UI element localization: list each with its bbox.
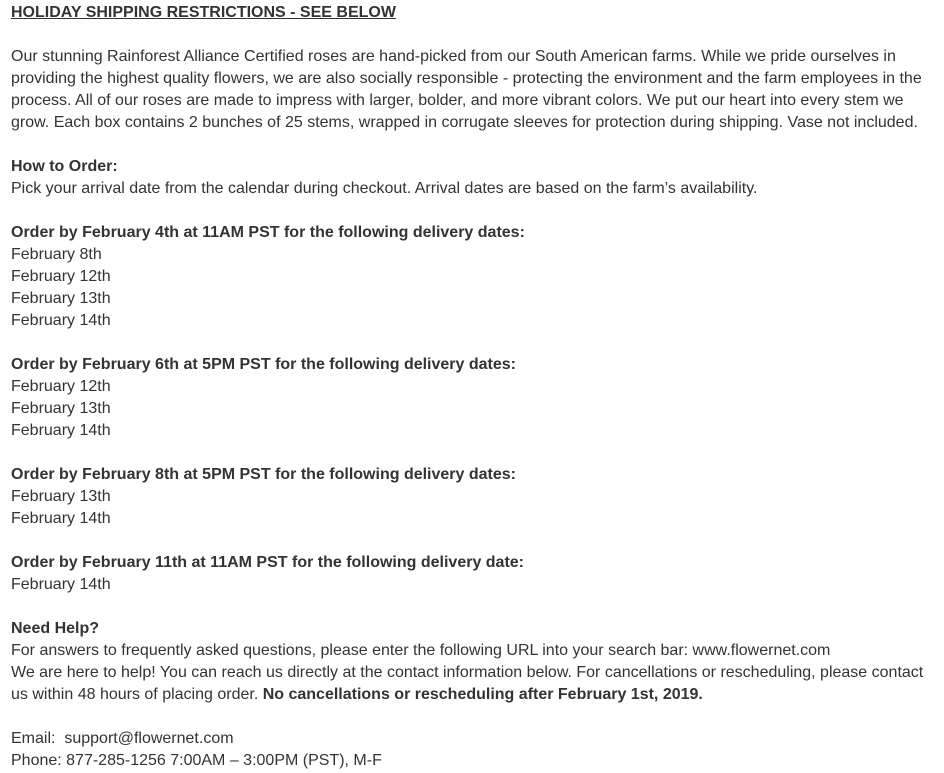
deadline-group-4 — [11, 552, 937, 596]
how-to-order-text: Pick your arrival date from the calendar during checkout. Arrival dates are based on the farm’s availability. — [11, 180, 758, 197]
support-phone: Phone: 877-285-1256 7:00AM – 3:00PM (PST), M-F — [11, 752, 382, 769]
deadline-group-3 — [11, 464, 937, 530]
delivery-date: February 14th — [11, 576, 111, 593]
need-help-heading: Need Help? — [11, 620, 100, 637]
delivery-date: February 14th — [11, 312, 111, 329]
delivery-date: February 8th — [11, 246, 102, 263]
spacer — [11, 530, 937, 552]
spacer — [11, 706, 937, 728]
product-description-paragraph: Our stunning Rainforest Alliance Certified roses are hand-picked from our South American farms. While we pride ourselves in providing the highest quality flowers, we are also socially responsible - protecting the environment and the farm employees in the process. All of our roses are made to impress with larger, bolder, and more vibrant colors. We put our heart into every stem we grow. Each box contains 2 bunches of 25 stems, wrapped in corrugate sleeves for protection during shipping. Vase not included. — [11, 48, 922, 131]
spacer — [11, 442, 937, 464]
delivery-date: February 12th — [11, 268, 111, 285]
contact-paragraph — [11, 662, 937, 706]
support-email: Email: support@flowernet.com — [11, 730, 234, 747]
deadline-group-2 — [11, 354, 937, 442]
delivery-date: February 12th — [11, 378, 111, 395]
spacer — [11, 596, 937, 618]
cancellation-policy: No cancellations or rescheduling after February 1st, 2019. — [262, 686, 703, 703]
deadline-heading: Order by February 11th at 11AM PST for the following delivery date: — [11, 554, 525, 571]
faq-text: For answers to frequently asked questions, please enter the following URL into your search bar: www.flowernet.com — [11, 642, 831, 659]
delivery-date: February 13th — [11, 400, 111, 417]
spacer — [11, 200, 937, 222]
product-description — [11, 2, 937, 772]
shipping-restrictions-heading: HOLIDAY SHIPPING RESTRICTIONS - SEE BELOW — [11, 4, 396, 21]
delivery-date: February 14th — [11, 422, 111, 439]
how-to-order-heading: How to Order: — [11, 158, 118, 175]
spacer — [11, 134, 937, 156]
deadline-heading: Order by February 6th at 5PM PST for the following delivery dates: — [11, 356, 516, 373]
deadline-heading: Order by February 8th at 5PM PST for the following delivery dates: — [11, 466, 516, 483]
delivery-date: February 14th — [11, 510, 111, 527]
contact-text: We are here to help! You can reach us directly at the contact information below. For cancellations or rescheduling, please contact us within 48 hours of placing order. — [11, 664, 924, 703]
spacer — [11, 24, 937, 46]
deadline-group-1 — [11, 222, 937, 332]
delivery-date: February 13th — [11, 290, 111, 307]
spacer — [11, 332, 937, 354]
delivery-date: February 13th — [11, 488, 111, 505]
deadline-heading: Order by February 4th at 11AM PST for the following delivery dates: — [11, 224, 525, 241]
